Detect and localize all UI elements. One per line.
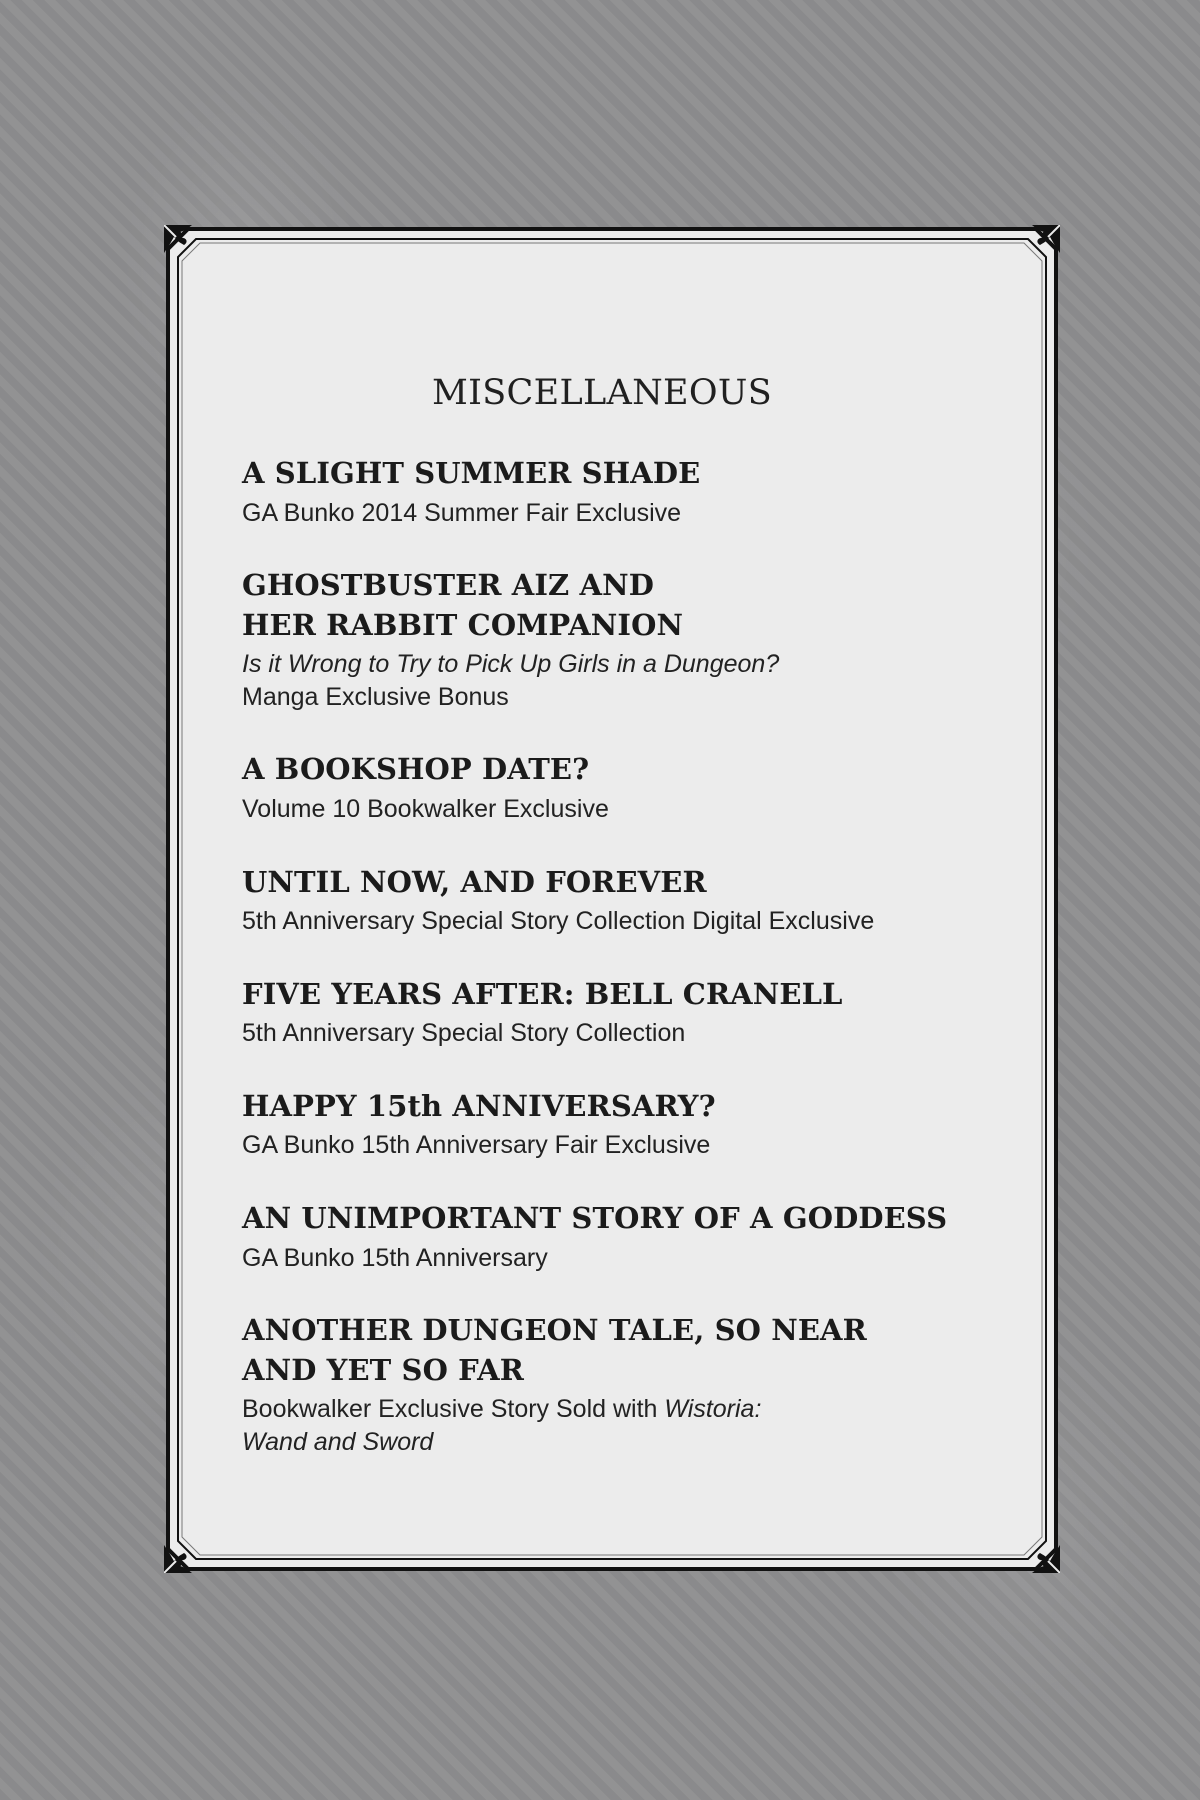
entry-title-line-2: AND YET SO FAR — [242, 1352, 524, 1387]
document-frame — [166, 227, 1058, 1571]
entry-title-line-1: ANOTHER DUNGEON TALE, SO NEAR — [242, 1313, 867, 1347]
entry-subtitle-italic: Wistoria: — [664, 1395, 762, 1424]
entry-subtitle: Manga Exclusive Bonus — [242, 682, 509, 711]
entry-title: UNTIL NOW, AND FOREVER — [242, 864, 707, 899]
entry-title-line-1: GHOSTBUSTER AIZ AND — [242, 568, 654, 603]
entry-title: HAPPY 15th ANNIVERSARY? — [242, 1088, 716, 1123]
content-area — [242, 373, 962, 1458]
entry-subtitle-italic: Is it Wrong to Try to Pick Up Girls in a Dungeon? — [242, 650, 780, 679]
entry-title: FIVE YEARS AFTER: BELL CRANELL — [242, 976, 843, 1011]
corner-ornament-icon — [1012, 225, 1060, 273]
entry-subtitle-line-2: Wand and Sword — [242, 1427, 434, 1456]
entry-title-line-2: HER RABBIT COMPANION — [242, 607, 684, 642]
entry-subtitle: GA Bunko 15th Anniversary Fair Exclusive — [242, 1131, 711, 1160]
entry-subtitle: 5th Anniversary Special Story Collection Digital Exclusive — [242, 907, 875, 936]
list-item — [242, 753, 962, 825]
entry-title: A SLIGHT SUMMER SHADE — [242, 456, 701, 490]
list-item — [242, 1090, 962, 1162]
entry-subtitle: GA Bunko 15th Anniversary — [242, 1243, 548, 1272]
page-title: MISCELLANEOUS — [432, 373, 772, 413]
entry-title: A BOOKSHOP DATE? — [242, 752, 590, 787]
list-item — [242, 978, 962, 1050]
list-item — [242, 866, 962, 938]
entry-subtitle-regular: Bookwalker Exclusive Story Sold with — [242, 1395, 665, 1424]
list-item — [242, 1314, 962, 1458]
list-item — [242, 1202, 962, 1274]
entry-subtitle-line-1 — [242, 1393, 962, 1426]
corner-ornament-icon — [164, 225, 212, 273]
entry-subtitle: 5th Anniversary Special Story Collection — [242, 1019, 686, 1048]
corner-ornament-icon — [164, 1525, 212, 1573]
list-item — [242, 457, 962, 529]
entry-title: AN UNIMPORTANT STORY OF A GODDESS — [242, 1200, 948, 1235]
entry-subtitle: Volume 10 Bookwalker Exclusive — [242, 795, 609, 823]
list-item — [242, 569, 962, 713]
corner-ornament-icon — [1012, 1525, 1060, 1573]
entry-subtitle: GA Bunko 2014 Summer Fair Exclusive — [242, 498, 682, 527]
